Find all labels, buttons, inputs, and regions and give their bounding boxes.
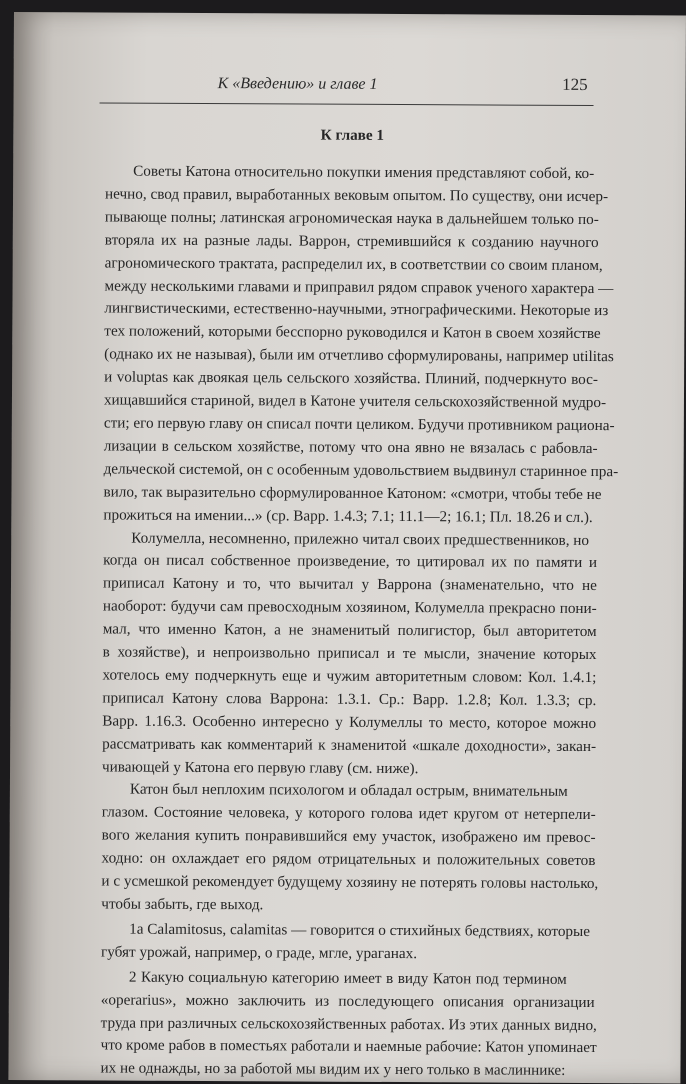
text-line: пывающе полны; латинская агрономическая наука в дальнейшем только по-	[104, 208, 599, 228]
footnotes	[100, 918, 595, 1083]
text-line: приписал Катону слова Варрона: 1.3.1. Ср.: Варр. 1.2.8; Кол. 1.3.3; ср.	[102, 689, 597, 709]
text-line: рассматривать как комментарий к знаменитой «шкале доходности», закан-	[102, 735, 597, 755]
text-line: ходно: он охлаждает его рядом отрицательных и положительных советов	[101, 849, 596, 870]
text-line: хотелось ему подчеркнуть еще и чужим авторитетным словом: Кол. 1.4.1;	[102, 666, 597, 686]
page-number: 125	[562, 74, 588, 95]
text-line: Колумелла, несомненно, прилежно читал своих предшественников, но	[131, 529, 590, 549]
text-line: что кроме рабов в поместьях работали и наемные рабочие: Катон упоминает	[100, 1036, 597, 1057]
page-header	[100, 70, 594, 103]
text-line: когда он писал собственное произведение, то цитировал их по памяти и	[103, 551, 598, 572]
text-line: их не однажды, но за работой мы видим их у него только в маслиннике:	[100, 1059, 566, 1080]
main-text	[101, 160, 619, 918]
text-line: лингвистическими, естественно-научными, этнографическими. Некоторые из	[104, 299, 609, 320]
text-line: «operarius», можно заключить из последующего описания организации	[100, 991, 595, 1011]
text-line: глазом. Состояние человека, у которого голова идет кругом от нетерпели-	[101, 803, 596, 824]
header-rule	[100, 102, 594, 106]
text-line: вого желания купить понравившийся ему участок, изображено им превос-	[101, 826, 596, 847]
text-line: дельческой системой, он с особенным удовольствием выдвинул старинное пра-	[103, 460, 619, 480]
text-line: прожиться на имении...» (ср. Варр. 1.4.3; 7.1; 11.1—2; 16.1; Пл. 18.26 и сл.).	[103, 506, 593, 526]
footnote	[101, 918, 595, 966]
text-line: хищавшийся стариной, видел в Катоне учителя сельскохозяйственной мудро-	[103, 391, 607, 412]
paragraph	[103, 160, 619, 529]
page-body	[100, 124, 619, 1083]
text-line: Варр. 1.16.3. Особенно интересно у Колумеллы то место, которое можно	[102, 712, 597, 732]
text-line: чтобы забыть, где выход.	[101, 895, 264, 914]
text-line: нечно, свод правил, выработанных вековым опытом. По существу, они исчер-	[105, 185, 609, 206]
text-line: и с усмешкой рекомендует будущему хозяину не потерять головы настолько,	[101, 872, 599, 893]
text-line: сти; его первую главу он списал почти целиком. Будучи противником рациона-	[103, 414, 615, 435]
text-line: Советы Катона относительно покупки имения представляют собой, ко-	[133, 162, 595, 183]
text-line: наоборот: будучи сам превосходным хозяином, Колумелла прекрасно пони-	[102, 597, 597, 618]
text-line: вило, так выразительно сформулированное Катоном: «смотри, чтобы тебе не	[103, 483, 602, 503]
text-line: между несколькими главами и приправил рядом справок ученого характера —	[104, 277, 614, 297]
running-head: К «Введению» и главе 1	[217, 75, 378, 93]
text-line: в хозяйстве), и непроизвольно приписал и те мысли, значение которых	[102, 643, 597, 664]
text-line: 2 Какую социальную категорию имеет в виду Катон под термином	[128, 968, 567, 988]
footnote	[100, 966, 595, 1083]
text-line: (однако их не называя), были им отчетливо сформулированы, например utilitas	[104, 345, 614, 366]
text-line: и voluptas как двоякая цель сельского хозяйства. Плиний, подчеркнуто вос-	[104, 368, 599, 389]
text-line: вторяла их на разные лады. Варрон, стремившийся к созданию научного	[104, 231, 599, 251]
text-line: приписал Катону и то, что вычитал у Варрона (знаменательно, что не	[102, 574, 597, 595]
text-line: чивающей у Катона его первую главу (см. ниже).	[102, 758, 419, 777]
text-line: 1a Calamitosus, calamitas — говорится о стихийных бедствиях, которые	[129, 920, 591, 940]
text-line: Катон был неплохим психологом и обладал острым, внимательным	[129, 781, 568, 801]
text-line: труда при различных сельскохозяйственных работах. Из этих данных видно,	[100, 1013, 597, 1034]
text-line: лизации в сельском хозяйстве, потому что она явно не вязалась с рабовла-	[103, 437, 598, 457]
text-line: агрономического трактата, распределил их, в соответствии со своим планом,	[104, 254, 603, 274]
paragraph	[102, 527, 597, 782]
text-line: тех положений, которыми бесспорно руководился и Катон в своем хозяйстве	[104, 322, 601, 343]
paragraph	[101, 779, 599, 919]
text-line: мал, что именно Катон, а не знаменитый полигистор, был авторитетом	[102, 620, 597, 641]
book-page	[8, 12, 686, 1084]
section-heading: К главе 1	[320, 126, 385, 144]
text-line: губят урожай, например, о граде, мгле, ураганах.	[101, 943, 418, 962]
